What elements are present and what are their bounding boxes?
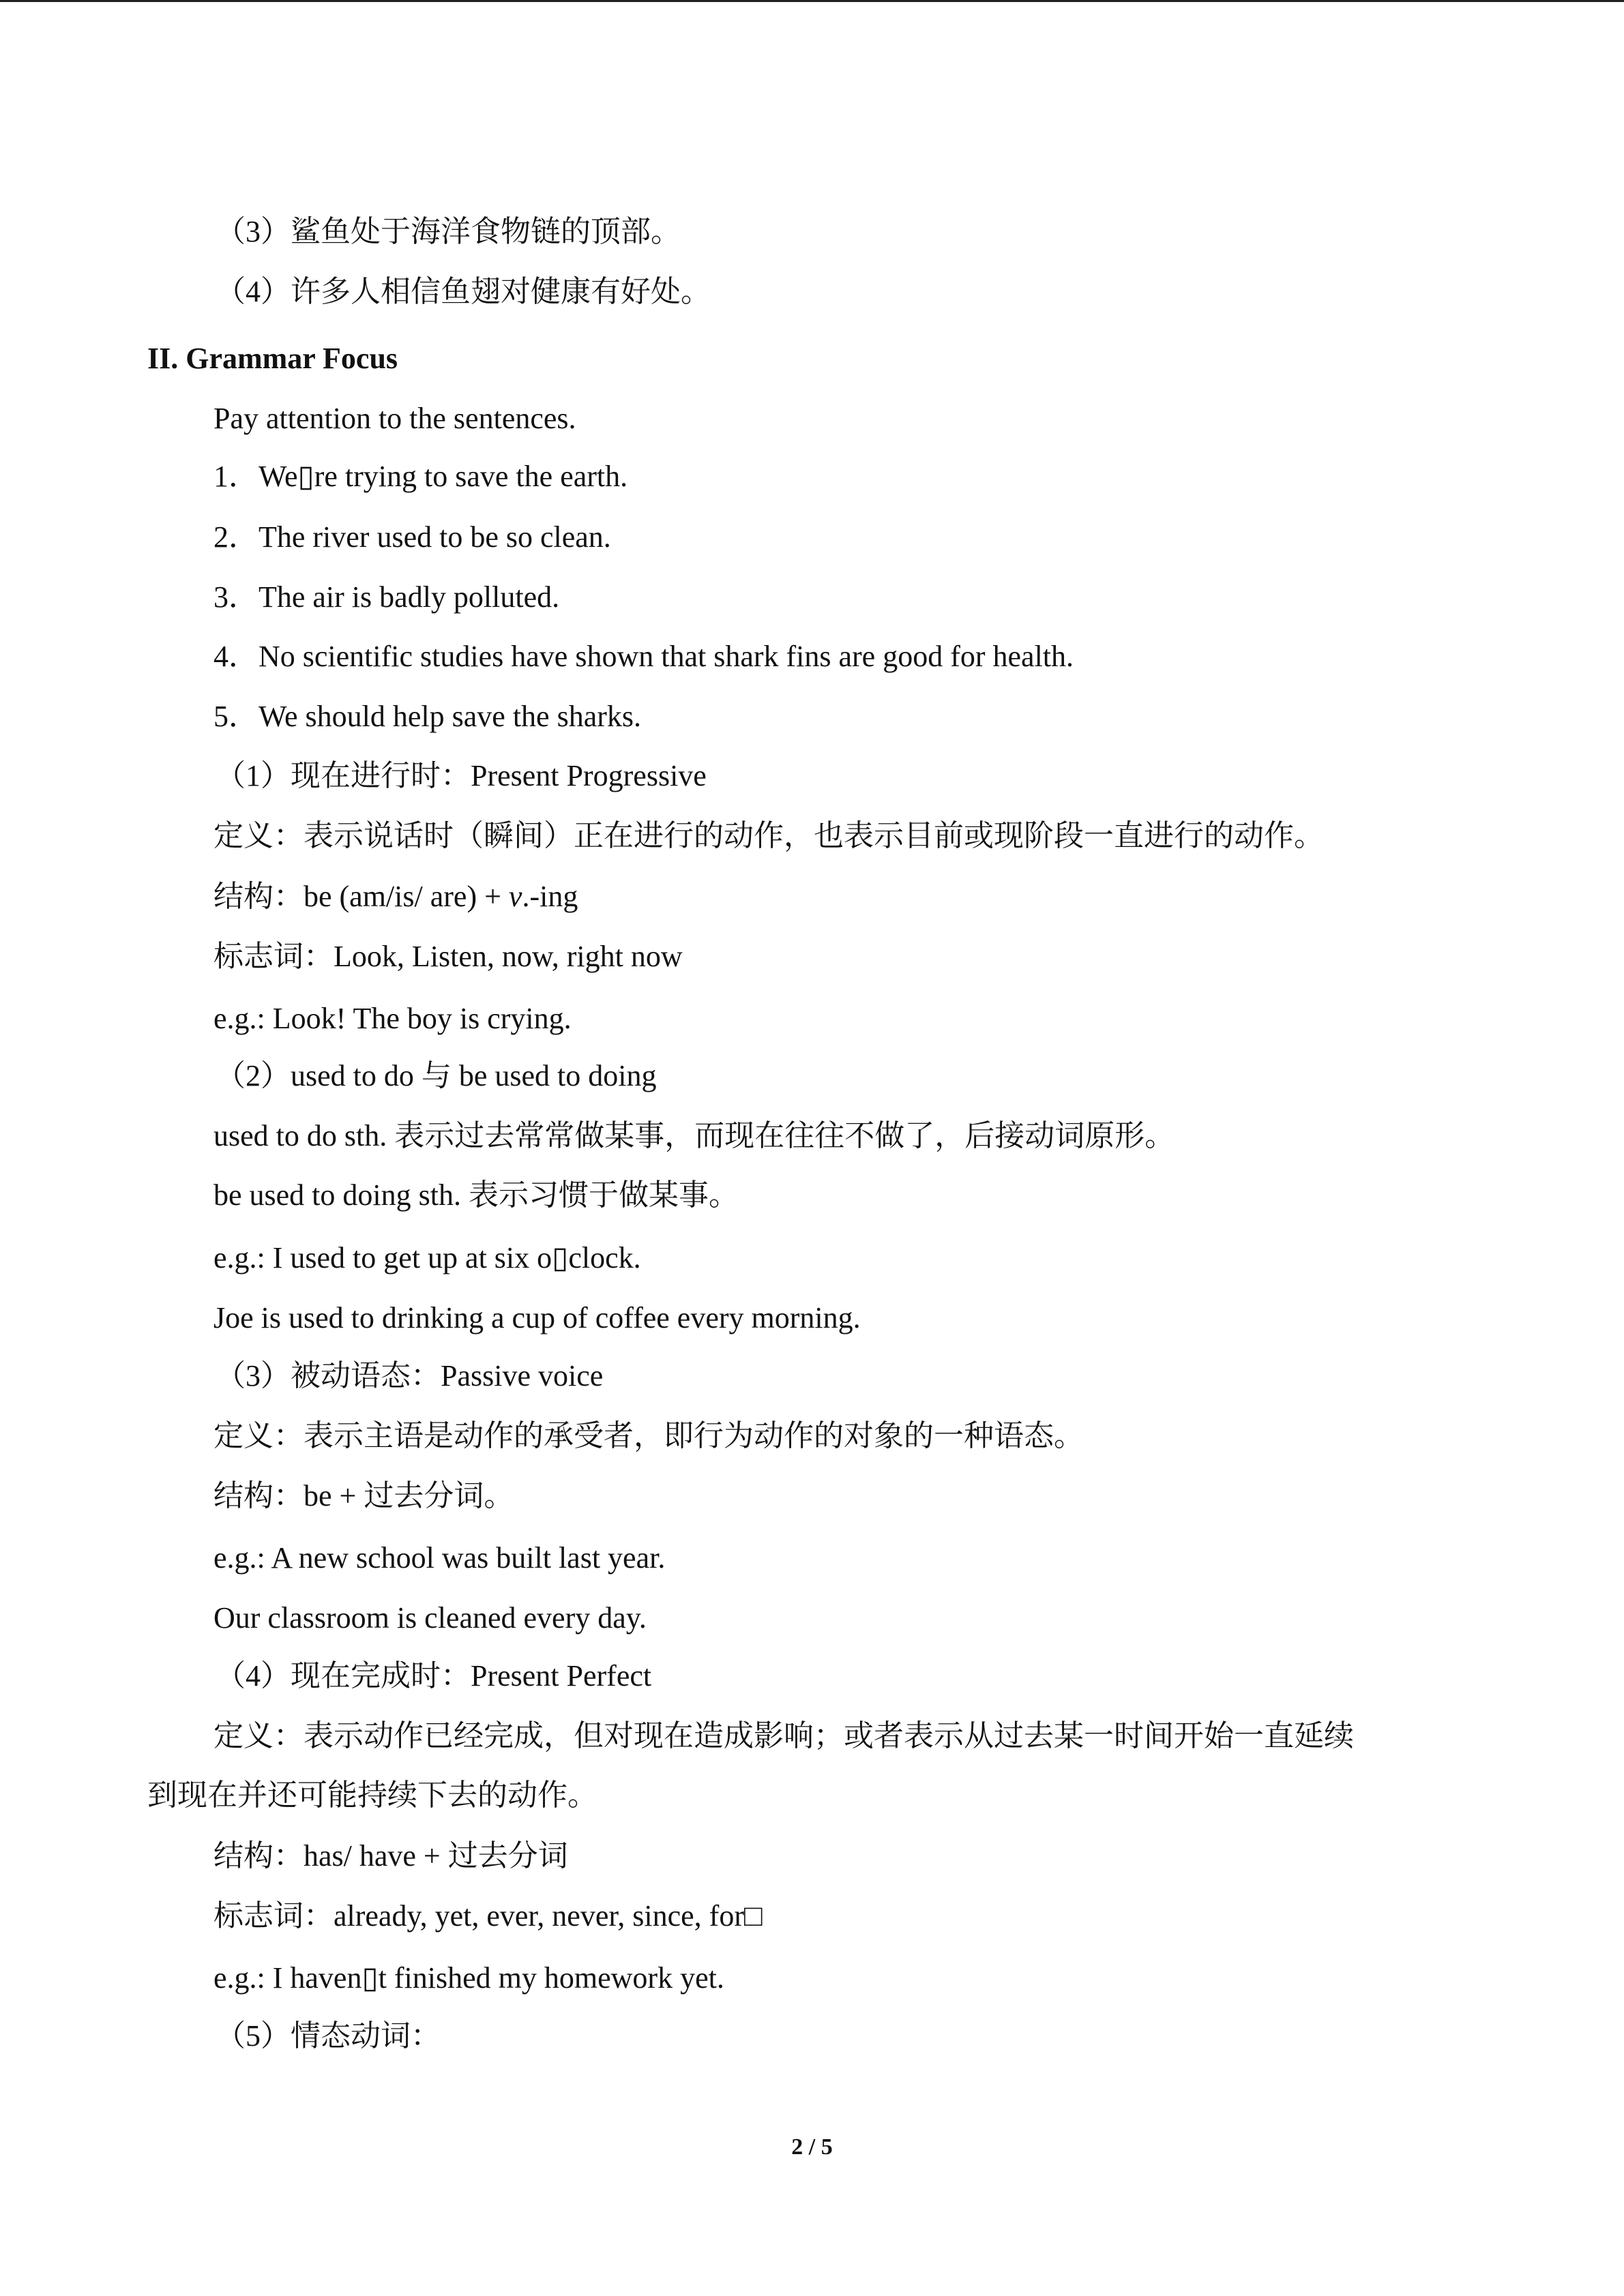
text-line-shark-fin-health: （4）许多人相信鱼翅对健康有好处。 bbox=[216, 275, 711, 308]
structure-passive-voice: 结构：be + 过去分词。 bbox=[213, 1479, 514, 1512]
subsection-passive-voice: （3）被动语态：Passive voice bbox=[216, 1359, 604, 1392]
page-number: 2 / 5 bbox=[791, 2134, 833, 2160]
example-sentence-3: 3．The air is badly polluted. bbox=[213, 580, 560, 614]
subsection-modal-verbs: （5）情态动词： bbox=[216, 2019, 441, 2053]
definition-passive-voice: 定义：表示主语是动作的承受者，即行为动作的对象的一种语态。 bbox=[213, 1419, 1084, 1452]
example-present-perfect: e.g.: I haven▯t finished my homework yet. bbox=[213, 1961, 724, 1995]
text-line-shark-food-chain: （3）鲨鱼处于海洋食物链的顶部。 bbox=[216, 215, 681, 248]
instruction-line: Pay attention to the sentences. bbox=[213, 402, 576, 435]
example-present-progressive: e.g.: Look! The boy is crying. bbox=[213, 1002, 572, 1035]
signal-words-present-perfect: 标志词：already, yet, ever, never, since, for□ bbox=[213, 1899, 763, 1933]
structure-present-perfect: 结构：has/ have + 过去分词 bbox=[213, 1839, 568, 1873]
definition-present-perfect-line2: 到现在并还可能持续下去的动作。 bbox=[147, 1778, 597, 1812]
explanation-used-to-do: used to do sth. 表示过去常常做某事，而现在往往不做了，后接动词原形。 bbox=[213, 1119, 1175, 1152]
example-sentence-1: 1．We▯re trying to save the earth. bbox=[213, 460, 628, 493]
subsection-present-perfect: （4）现在完成时：Present Perfect bbox=[216, 1659, 652, 1693]
example-sentence-4: 4．No scientific studies have shown that shark fins are good for health. bbox=[213, 640, 1074, 673]
subsection-used-to: （2）used to do 与 be used to doing bbox=[216, 1059, 657, 1092]
definition-present-perfect-line1: 定义：表示动作已经完成，但对现在造成影响；或者表示从过去某一时间开始一直延续 bbox=[213, 1719, 1354, 1753]
example-used-to-1: e.g.: I used to get up at six o▯clock. bbox=[213, 1241, 641, 1274]
example-passive-voice-1: e.g.: A new school was built last year. bbox=[213, 1541, 666, 1575]
signal-words-present-progressive: 标志词：Look, Listen, now, right now bbox=[213, 940, 683, 973]
structure-present-progressive bbox=[213, 878, 578, 916]
example-sentence-2: 2．The river used to be so clean. bbox=[213, 520, 611, 554]
example-used-to-2: Joe is used to drinking a cup of coffee every morning. bbox=[213, 1301, 861, 1335]
example-sentence-5: 5．We should help save the sharks. bbox=[213, 700, 641, 733]
explanation-be-used-to-doing: be used to doing sth. 表示习惯于做某事。 bbox=[213, 1178, 739, 1212]
structure-verb-symbol: v bbox=[508, 880, 522, 913]
section-heading-grammar-focus: II. Grammar Focus bbox=[147, 342, 398, 375]
subsection-present-progressive: （1）现在进行时：Present Progressive bbox=[216, 759, 707, 792]
definition-present-progressive: 定义：表示说话时（瞬间）正在进行的动作，也表示目前或现阶段一直进行的动作。 bbox=[213, 819, 1324, 852]
structure-text: 结构：be (am/is/ are) + bbox=[213, 880, 509, 913]
structure-suffix: .-ing bbox=[522, 880, 578, 913]
example-passive-voice-2: Our classroom is cleaned every day. bbox=[213, 1601, 647, 1635]
